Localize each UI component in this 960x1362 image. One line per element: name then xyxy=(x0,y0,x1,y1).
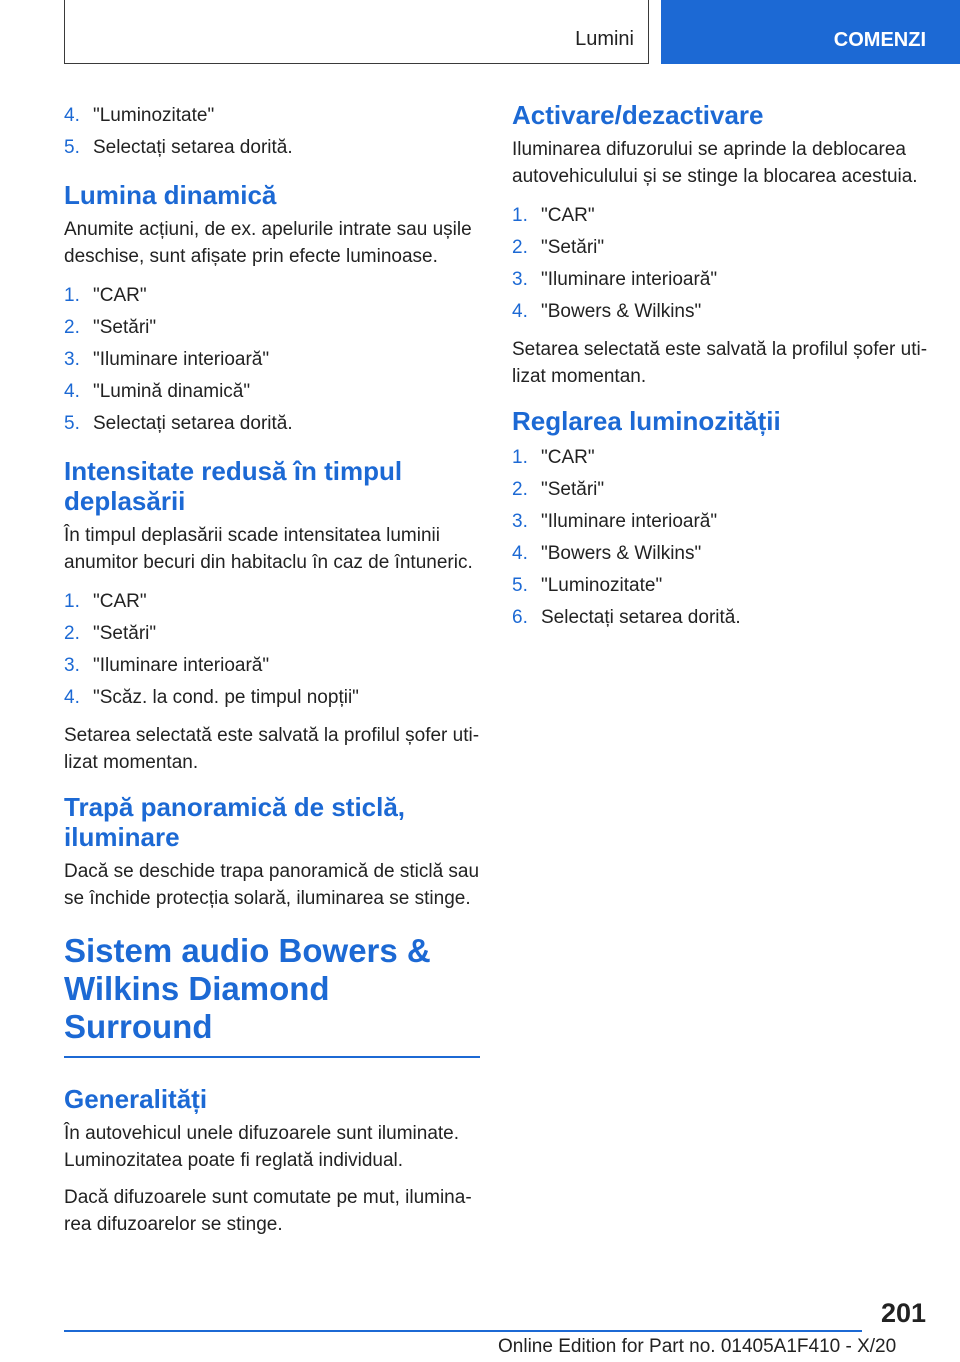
list-item xyxy=(64,132,480,164)
edition-text: Online Edition for Part no. 01405A1F410 - X/20 xyxy=(498,1336,897,1357)
step-text: "Iluminare interioară" xyxy=(541,511,718,532)
heading-audio-system: Sistem audio Bowers & Wilkins Diamond Surround xyxy=(64,932,431,1045)
note-activation: Setarea selectată este salvată la profilul șofer uti-lizat momentan. xyxy=(512,339,928,387)
list-item xyxy=(64,312,480,344)
step-number: 4. xyxy=(64,105,80,126)
list-item xyxy=(512,232,928,264)
step-text: "Setări" xyxy=(93,317,157,338)
step-number: 3. xyxy=(512,269,528,290)
step-number: 4. xyxy=(512,301,528,322)
step-text: "Setări" xyxy=(541,237,605,258)
step-text: "CAR" xyxy=(93,285,147,306)
list-item xyxy=(512,570,928,602)
step-text: "CAR" xyxy=(541,205,595,226)
list-item xyxy=(64,408,480,440)
steps-reduced-intensity xyxy=(64,586,480,714)
step-text: "Scăz. la cond. pe timpul nopții" xyxy=(93,687,359,708)
list-item xyxy=(64,100,480,132)
step-number: 4. xyxy=(64,381,80,402)
paragraph-general-1: În autovehicul unele difuzoarele sunt iluminate. Luminozitatea poate fi reglată individual. xyxy=(64,1123,460,1171)
steps-brightness xyxy=(512,442,928,634)
step-text: "Iluminare interioară" xyxy=(93,349,270,370)
step-number: 1. xyxy=(512,447,528,468)
heading-brightness: Reglarea luminozității xyxy=(512,406,781,436)
step-number: 3. xyxy=(64,655,80,676)
step-text: "Luminozitate" xyxy=(93,105,215,126)
step-number: 1. xyxy=(64,591,80,612)
step-number: 3. xyxy=(64,349,80,370)
list-item xyxy=(512,506,928,538)
step-number: 1. xyxy=(64,285,80,306)
step-number: 2. xyxy=(512,479,528,500)
list-item xyxy=(64,650,480,682)
header-section-box xyxy=(64,0,649,64)
list-item xyxy=(64,280,480,312)
section-title: Lumini xyxy=(575,28,634,50)
step-text: "Lumină dinamică" xyxy=(93,381,251,402)
paragraph-dynamic-light: Anumite acțiuni, de ex. apelurile intrate sau ușile deschise, sunt afișate prin efecte luminoase. xyxy=(64,219,472,267)
paragraph-glass-roof: Dacă se deschide trapa panoramică de sticlă sau se închide protecția solară, iluminarea se stinge. xyxy=(64,861,480,909)
step-number: 5. xyxy=(512,575,528,596)
list-item xyxy=(512,474,928,506)
list-item xyxy=(512,602,928,634)
heading-reduced-intensity: Intensitate redusă în timpul deplasării xyxy=(64,456,403,516)
heading-general: Generalități xyxy=(64,1084,208,1114)
list-item xyxy=(64,586,480,618)
chapter-tab[interactable]: COMENZI xyxy=(833,29,926,51)
list-item xyxy=(512,442,928,474)
steps-dynamic-light xyxy=(64,280,480,440)
step-number: 2. xyxy=(512,237,528,258)
section-divider xyxy=(64,1056,480,1058)
step-text: Selectați setarea dorită. xyxy=(541,607,741,628)
step-text: "CAR" xyxy=(541,447,595,468)
list-item xyxy=(512,264,928,296)
step-text: "Bowers & Wilkins" xyxy=(541,543,702,564)
step-text: "Setări" xyxy=(93,623,157,644)
list-item xyxy=(64,344,480,376)
list-item xyxy=(64,376,480,408)
heading-dynamic-light: Lumina dinamică xyxy=(64,180,277,210)
step-number: 5. xyxy=(64,413,80,434)
step-text: Selectați setarea dorită. xyxy=(93,137,293,158)
steps-activation xyxy=(512,200,928,328)
step-text: "Setări" xyxy=(541,479,605,500)
list-item xyxy=(512,200,928,232)
step-text: "Luminozitate" xyxy=(541,575,663,596)
note-reduced-intensity: Setarea selectată este salvată la profilul șofer uti-lizat momentan. xyxy=(64,725,480,773)
step-number: 4. xyxy=(512,543,528,564)
step-number: 6. xyxy=(512,607,528,628)
step-text: "Bowers & Wilkins" xyxy=(541,301,702,322)
heading-glass-roof: Trapă panoramică de sticlă, iluminare xyxy=(64,792,406,852)
list-item xyxy=(512,538,928,570)
left-column xyxy=(64,100,480,1248)
right-column xyxy=(512,100,928,642)
paragraph-activation: Iluminarea difuzorului se aprinde la deblocarea autovehiculului și se stinge la blocarea acestuia. xyxy=(512,139,918,187)
step-text: "CAR" xyxy=(93,591,147,612)
page-number: 201 xyxy=(880,1298,926,1328)
header-tab-box[interactable] xyxy=(661,0,960,64)
paragraph-general-2: Dacă difuzoarele sunt comutate pe mut, ilumina-rea difuzoarelor se stinge. xyxy=(64,1187,472,1235)
step-text: "Iluminare interioară" xyxy=(541,269,718,290)
step-text: Selectați setarea dorită. xyxy=(93,413,293,434)
list-item xyxy=(64,682,480,714)
list-item xyxy=(64,618,480,650)
footer-divider xyxy=(64,1330,862,1332)
step-number: 2. xyxy=(64,623,80,644)
paragraph-reduced-intensity: În timpul deplasării scade intensitatea luminii anumitor becuri din habitaclu în caz de întuneric. xyxy=(64,525,473,573)
heading-activation: Activare/dezactivare xyxy=(512,100,764,130)
step-number: 1. xyxy=(512,205,528,226)
list-top xyxy=(64,100,480,164)
step-number: 2. xyxy=(64,317,80,338)
step-text: "Iluminare interioară" xyxy=(93,655,270,676)
list-item xyxy=(512,296,928,328)
step-number: 4. xyxy=(64,687,80,708)
step-number: 5. xyxy=(64,137,80,158)
step-number: 3. xyxy=(512,511,528,532)
